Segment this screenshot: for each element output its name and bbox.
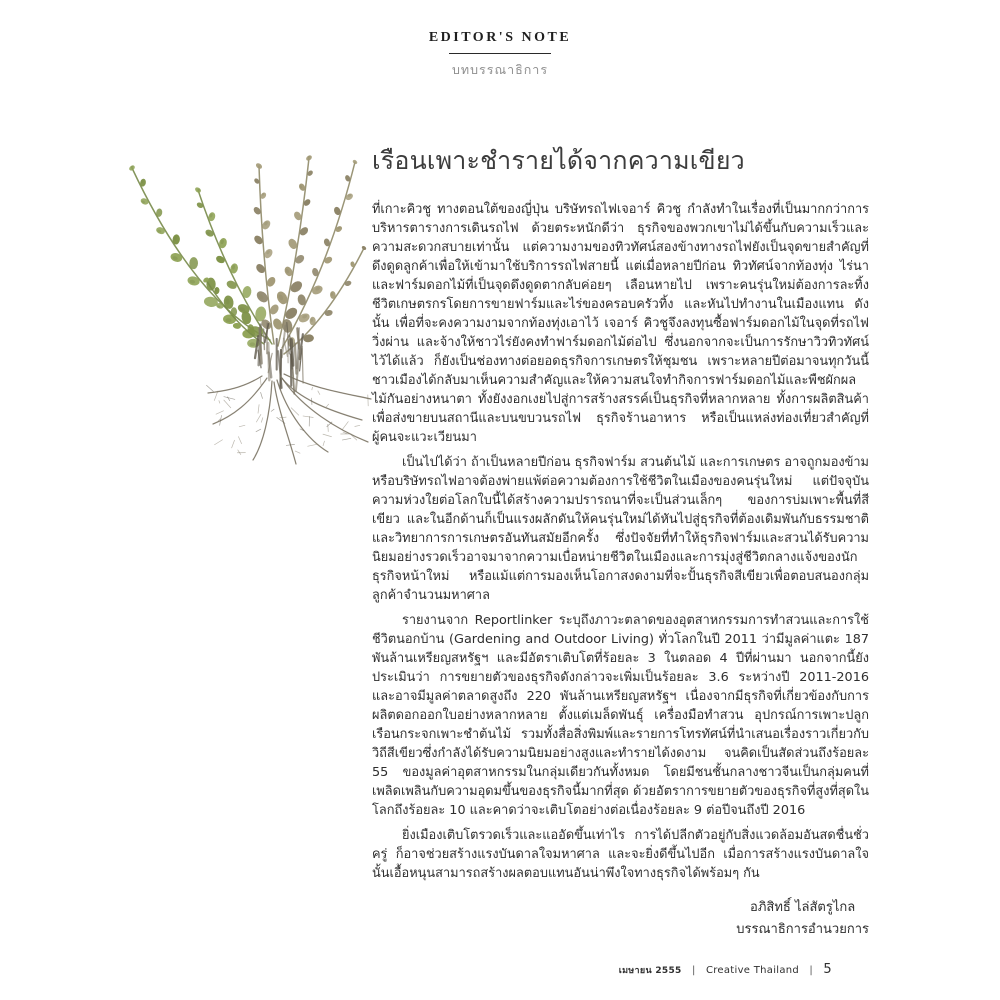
editorial-article (372, 146, 869, 941)
article-title: เรือนเพาะชำรายได้จากความเขียว (372, 146, 745, 175)
section-label-english: EDITOR'S NOTE (428, 30, 572, 45)
paragraph-3: รายงานจาก Reportlinker ระบุถึงภาวะตลาดของอุตสาหกรรมการทำสวนและการใช้ชีวิตนอกบ้าน (Gardening and Outdoor Living) ทั่วโลกในปี 2011 ว่ามีมูลค่าแตะ 187 พันล้านเหรียญสหรัฐฯ และมีอัตราเติบโตที่ร้อยละ 3 ในตลอด 4 ปีที่ผ่านมา นอกจากนี้ยังประเมินว่า การขยายตัวของธุรกิจดังกล่าวจะเพิ่มเป็นร้อยละ 3.6 ระหว่างปี 2011-2016 และอาจมีมูลค่าตลาดสูงถึง 220 พันล้านเหรียญสหรัฐฯ เนื่องจากมีธุรกิจที่เกี่ยวข้องกับการผลิตดอกออกใบอย่างหลากหลาย ตั้งแต่เมล็ดพันธุ์ เครื่องมือทำสวน อุปกรณ์การเพาะปลูก เรือนกระจกเพาะชำต้นไม้ รวมทั้งสื่อสิ่งพิมพ์และรายการโทรทัศน์ที่นำเสนอเรื่องราวเกี่ยวกับวิถีสีเขียวซึ่งกำลังได้รับความนิยมอย่างสูงและทำรายได้งดงาม จนคิดเป็นสัดส่วนถึงร้อยละ 55 ของมูลค่าอุตสาหกรรมในกลุ่มเดียวกันทั้งหมด โดยมีชนชั้นกลางชาวจีนเป็นกลุ่มคนที่เพลิดเพลินกับความอุดมขึ้นของธุรกิจนี้มากที่สุด ด้วยอัตราการขยายตัวของธุรกิจที่สูงที่สุดในโลกถึงร้อยละ 10 และคาดว่าจะเติบโตอย่างต่อเนื่องร้อยละ 9 ต่อปีจนถึงปี 2016 (372, 613, 869, 818)
signature-block (372, 897, 869, 941)
editor-role: บรรณาธิการอำนวยการ (736, 922, 869, 938)
paragraph-4: ยิ่งเมืองเติบโตรวดเร็วและแออัดขึ้นเท่าไร การได้ปลีกตัวอยู่กับสิ่งแวดล้อมอันสดชื่นชั่วครู่ ก็อาจช่วยสร้างแรงบันดาลใจมหาศาล และจะยิ่งดีขึ้นไปอีก เมื่อการสร้างแรงบันดาลใจนั้นเอื้อหนุนสามารถสร้างผลตอบแทนอันน่าพึงใจทางธุรกิจได้พร้อมๆ กัน (372, 828, 869, 881)
footer-magazine-name: Creative Thailand (705, 965, 800, 976)
page-footer (0, 962, 832, 977)
footer-separator: | (691, 965, 696, 976)
footer-page-number: 5 (823, 962, 832, 977)
footer-issue-date: เมษายน 2555 (618, 966, 682, 976)
fern-botanical-illustration (112, 148, 380, 483)
section-label-thai: บทบรรณาธิการ (451, 62, 549, 77)
footer-separator: | (809, 965, 814, 976)
paragraph-2: เป็นไปได้ว่า ถ้าเป็นหลายปีก่อน ธุรกิจฟาร์ม สวนต้นไม้ และการเกษตร อาจถูกมองข้าม หรือบริษัทรถไฟอาจต้องพ่ายแพ้ต่อความต้องการใช้ชีวิตในเมืองของคนรุ่นใหม่ แต่ปัจจุบัน ความห่วงใยต่อโลกใบนี้ได้สร้างความปรารถนาที่จะเป็นส่วนเล็กๆ ของการบ่มเพาะพื้นที่สีเขียว และในอีกด้านก็เป็นแรงผลักดันให้คนรุ่นใหม่ได้หันไปสู่ธุรกิจที่ต้องเดิมพันกับธรรมชาติและวิทยาการการเกษตรอันทันสมัยอีกครั้ง ซึ่งปัจจัยที่ทำให้ธุรกิจฟาร์มและสวนได้รับความนิยมอย่างรวดเร็วอาจมาจากความเบื่อหน่ายชีวิตในเมืองและการมุ่งสู่ชีวิตกลางแจ้งของนักธุรกิจหน้าใหม่ หรือแม้แต่การมองเห็นโอกาสงดงามที่จะปั้นธุรกิจสีเขียวเพื่อตอบสนองกลุ่มลูกค้าจำนวนมหาศาล (372, 455, 869, 603)
editor-name: อภิสิทธิ์ ไล่สัตรูไกล (750, 900, 856, 915)
page-header (0, 30, 1000, 80)
header-divider (449, 53, 551, 54)
article-body (372, 200, 869, 883)
paragraph-1: ที่เกาะคิวชู ทางตอนใต้ของญี่ปุ่น บริษัทรถไฟเจอาร์ คิวชู กำลังทำในเรื่องที่เป็นมากกว่าการบริหารตารางการเดินรถไฟ ด้วยตระหนักดีว่า ธุรกิจของพวกเขาไม่ได้ขึ้นกับความเร็วและความสะดวกสบายเท่านั้น แต่ความงามของทิวทัศน์สองข้างทางรถไฟยังเป็นจุดขายสำคัญที่ดึงดูดลูกค้าเพื่อให้เข้ามาใช้บริการรถไฟสายนี้ แต่เมื่อหลายปีก่อน ทิวทัศน์จากท้องทุ่ง ไร่นา และฟาร์มดอกไม้ที่เป็นจุดดึงดูดตากลับค่อยๆ เลือนหายไป เพราะคนรุ่นใหม่ต้องการละทิ้งชีวิตเกษตรกรโดยการขายฟาร์มและไร่ของครอบครัวทิ้ง และหันไปทำงานในเมืองแทน ดังนั้น เพื่อที่จะคงความงามจากท้องทุ่งเอาไว้ เจอาร์ คิวชูจึงลงทุนซื้อฟาร์มดอกไม้ในจุดที่รถไฟวิ่งผ่าน และจ้างให้ชาวไร่ยังคงทำฟาร์มดอกไม้ต่อไป ซึ่งนอกจากจะเป็นการรักษาวิวทิวทัศน์ไว้ได้แล้ว ก็ยังเป็นช่องทางต่อยอดธุรกิจการเกษตรให้ชุมชน เพราะหลายปีต่อมาจนทุกวันนี้ ชาวเมืองได้กลับมาเห็นความสำคัญและให้ความสนใจทำกิจการฟาร์มดอกไม้และพืชผักผลไม้กันอย่างหนาตา ทั้งยังงอกเงยไปสู่การสร้างสรรค์เป็นธุรกิจที่หลากหลาย ทั้งการผลิตสินค้าเพื่อส่งขายบนสถานีและบนขบวนรถไฟ ธุรกิจร้านอาหาร หรือเป็นแหล่งท่องเที่ยวสำคัญที่ผู้คนจะแวะเวียนมา (372, 202, 869, 445)
